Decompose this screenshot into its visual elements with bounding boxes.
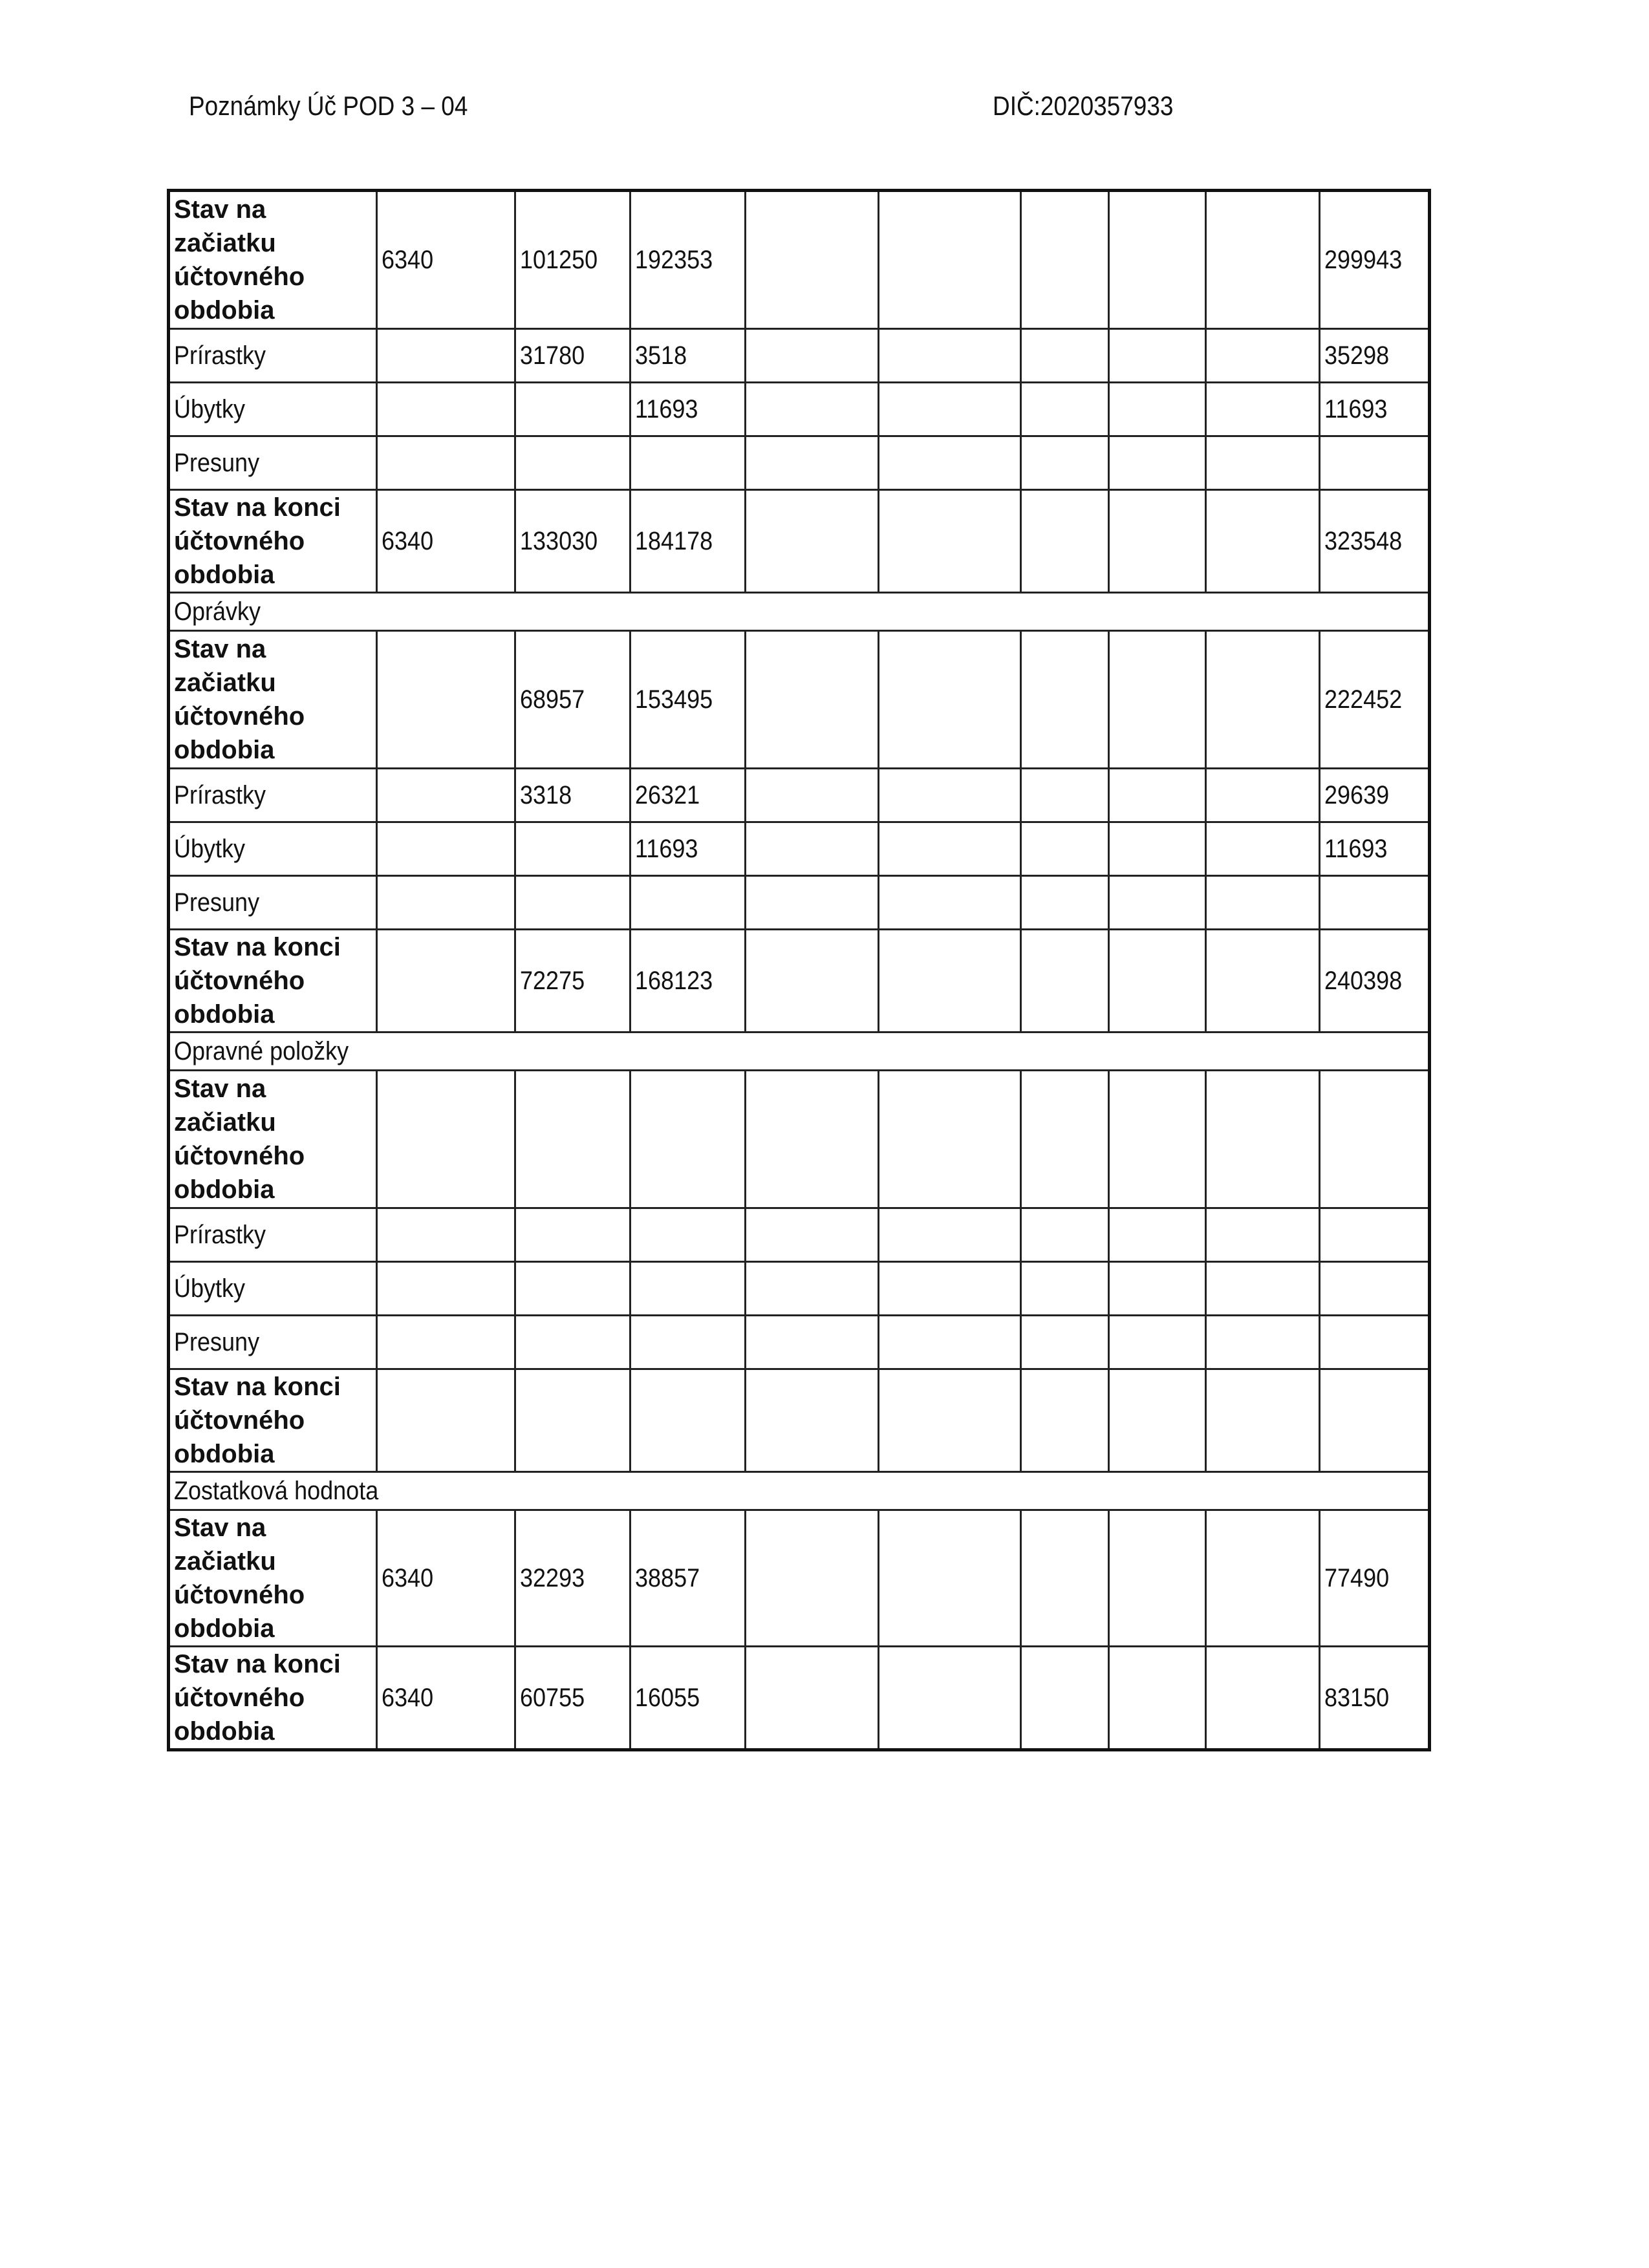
- value-cell: [1109, 876, 1206, 930]
- value-cell: [1206, 822, 1320, 876]
- value-cell: [746, 436, 879, 490]
- value-cell: [630, 822, 746, 876]
- value-cell: [1021, 490, 1109, 593]
- cell-value: 168123: [635, 967, 713, 995]
- value-cell: [879, 1208, 1021, 1262]
- cell-value: 323548: [1324, 527, 1403, 555]
- value-cell: [515, 490, 630, 593]
- value-cell: [746, 1369, 879, 1472]
- cell-value: 3518: [635, 341, 687, 370]
- value-cell: [515, 1510, 630, 1647]
- value-cell: [879, 383, 1021, 436]
- header-left-title: Poznámky Úč POD 3 – 04: [189, 91, 468, 121]
- cell-value: 240398: [1324, 967, 1403, 995]
- value-cell: [1021, 1316, 1109, 1369]
- table-row: [169, 1510, 1430, 1647]
- value-cell: [630, 1262, 746, 1316]
- row-label-text: Presuny: [174, 449, 260, 477]
- section-header-row: [169, 1472, 1430, 1510]
- value-cell: [515, 631, 630, 769]
- value-cell: [1021, 436, 1109, 490]
- cell-value: 16055: [635, 1684, 700, 1712]
- row-label: [169, 1369, 377, 1472]
- value-cell: [1206, 876, 1320, 930]
- value-cell: [377, 1316, 515, 1369]
- value-cell: [1109, 1369, 1206, 1472]
- value-cell: [746, 1262, 879, 1316]
- section-title-text: Opravné položky: [174, 1037, 349, 1065]
- value-cell: [879, 490, 1021, 593]
- value-cell: [1206, 191, 1320, 329]
- value-cell: [1109, 1316, 1206, 1369]
- value-cell: [630, 1208, 746, 1262]
- total-cell: [1320, 1262, 1430, 1316]
- value-cell: [1206, 383, 1320, 436]
- value-cell: [630, 769, 746, 822]
- row-label-text: Prírastky: [174, 341, 266, 370]
- row-label: [169, 1208, 377, 1262]
- row-label-text: Stav na konci účtovného obdobia: [174, 1650, 341, 1746]
- value-cell: [515, 930, 630, 1032]
- value-cell: [515, 769, 630, 822]
- value-cell: [746, 1071, 879, 1208]
- value-cell: [377, 876, 515, 930]
- value-cell: [1206, 631, 1320, 769]
- cell-value: 83150: [1324, 1684, 1390, 1712]
- value-cell: [377, 1208, 515, 1262]
- cell-value: 26321: [635, 781, 700, 809]
- value-cell: [879, 329, 1021, 383]
- value-cell: [377, 930, 515, 1032]
- total-cell: [1320, 1071, 1430, 1208]
- value-cell: [515, 383, 630, 436]
- value-cell: [515, 191, 630, 329]
- value-cell: [630, 1071, 746, 1208]
- value-cell: [1021, 769, 1109, 822]
- row-label: [169, 490, 377, 593]
- row-label-text: Presuny: [174, 888, 260, 917]
- value-cell: [515, 329, 630, 383]
- value-cell: [1206, 436, 1320, 490]
- value-cell: [377, 1369, 515, 1472]
- row-label: [169, 1071, 377, 1208]
- row-label-text: Prírastky: [174, 781, 266, 809]
- value-cell: [879, 1071, 1021, 1208]
- value-cell: [377, 1510, 515, 1647]
- cell-value: 38857: [635, 1564, 700, 1592]
- row-label-text: Úbytky: [174, 1274, 246, 1303]
- value-cell: [515, 436, 630, 490]
- value-cell: [1206, 1208, 1320, 1262]
- cell-value: 6340: [382, 527, 434, 555]
- total-cell: [1320, 1647, 1430, 1750]
- table-row: [169, 930, 1430, 1032]
- value-cell: [746, 822, 879, 876]
- value-cell: [1109, 1071, 1206, 1208]
- table-row: [169, 822, 1430, 876]
- table-row: [169, 1369, 1430, 1472]
- value-cell: [377, 769, 515, 822]
- value-cell: [1109, 1262, 1206, 1316]
- value-cell: [1021, 1071, 1109, 1208]
- value-cell: [879, 769, 1021, 822]
- total-cell: [1320, 490, 1430, 593]
- row-label-text: Stav na konci účtovného obdobia: [174, 1373, 341, 1468]
- value-cell: [1206, 1071, 1320, 1208]
- total-cell: [1320, 876, 1430, 930]
- value-cell: [879, 1316, 1021, 1369]
- table-row: [169, 490, 1430, 593]
- value-cell: [879, 1369, 1021, 1472]
- value-cell: [746, 1316, 879, 1369]
- row-label-text: Úbytky: [174, 395, 246, 423]
- value-cell: [746, 769, 879, 822]
- table-row: [169, 191, 1430, 329]
- table-row: [169, 769, 1430, 822]
- cell-value: 101250: [520, 246, 598, 274]
- cell-value: 29639: [1324, 781, 1390, 809]
- cell-value: 222452: [1324, 685, 1403, 714]
- value-cell: [515, 1262, 630, 1316]
- total-cell: [1320, 822, 1430, 876]
- total-cell: [1320, 383, 1430, 436]
- value-cell: [515, 876, 630, 930]
- section-title-text: Zostatková hodnota: [174, 1477, 379, 1505]
- row-label-text: Prírastky: [174, 1221, 266, 1249]
- section-title: [169, 1032, 1430, 1071]
- value-cell: [377, 329, 515, 383]
- total-cell: [1320, 631, 1430, 769]
- value-cell: [1021, 1510, 1109, 1647]
- section-title-text: Oprávky: [174, 597, 261, 626]
- value-cell: [746, 1647, 879, 1750]
- cell-value: 72275: [520, 967, 585, 995]
- value-cell: [1109, 930, 1206, 1032]
- value-cell: [746, 1208, 879, 1262]
- table-row: [169, 1262, 1430, 1316]
- value-cell: [1206, 930, 1320, 1032]
- section-header-row: [169, 593, 1430, 631]
- value-cell: [1021, 876, 1109, 930]
- value-cell: [746, 329, 879, 383]
- total-cell: [1320, 1369, 1430, 1472]
- row-label: [169, 383, 377, 436]
- value-cell: [1021, 930, 1109, 1032]
- value-cell: [1206, 1510, 1320, 1647]
- cell-value: 35298: [1324, 341, 1390, 370]
- value-cell: [1109, 1208, 1206, 1262]
- total-cell: [1320, 436, 1430, 490]
- value-cell: [630, 631, 746, 769]
- value-cell: [746, 191, 879, 329]
- value-cell: [746, 631, 879, 769]
- row-label-text: Stav na začiatku účtovného obdobia: [174, 195, 305, 325]
- cell-value: 184178: [635, 527, 713, 555]
- total-cell: [1320, 1316, 1430, 1369]
- value-cell: [1206, 1647, 1320, 1750]
- value-cell: [879, 436, 1021, 490]
- value-cell: [1109, 769, 1206, 822]
- value-cell: [630, 876, 746, 930]
- cell-value: 77490: [1324, 1564, 1390, 1592]
- value-cell: [1109, 436, 1206, 490]
- value-cell: [1021, 1208, 1109, 1262]
- total-cell: [1320, 329, 1430, 383]
- value-cell: [1021, 329, 1109, 383]
- value-cell: [746, 876, 879, 930]
- value-cell: [515, 1369, 630, 1472]
- table-row: [169, 436, 1430, 490]
- row-label-text: Úbytky: [174, 835, 246, 863]
- value-cell: [1109, 1510, 1206, 1647]
- value-cell: [630, 490, 746, 593]
- value-cell: [377, 631, 515, 769]
- table-row: [169, 329, 1430, 383]
- row-label: [169, 191, 377, 329]
- cell-value: 133030: [520, 527, 598, 555]
- value-cell: [879, 876, 1021, 930]
- value-cell: [377, 490, 515, 593]
- value-cell: [746, 1510, 879, 1647]
- cell-value: 3318: [520, 781, 572, 809]
- cell-value: 68957: [520, 685, 585, 714]
- value-cell: [630, 1510, 746, 1647]
- value-cell: [746, 383, 879, 436]
- cell-value: 11693: [1324, 395, 1388, 423]
- row-label: [169, 876, 377, 930]
- total-cell: [1320, 930, 1430, 1032]
- value-cell: [879, 1510, 1021, 1647]
- value-cell: [1206, 490, 1320, 593]
- value-cell: [1109, 383, 1206, 436]
- value-cell: [630, 383, 746, 436]
- value-cell: [515, 822, 630, 876]
- value-cell: [879, 631, 1021, 769]
- total-cell: [1320, 191, 1430, 329]
- total-cell: [1320, 769, 1430, 822]
- value-cell: [1206, 1262, 1320, 1316]
- value-cell: [377, 1071, 515, 1208]
- value-cell: [377, 191, 515, 329]
- row-label: [169, 1510, 377, 1647]
- value-cell: [746, 490, 879, 593]
- asset-movement-table: [167, 189, 1431, 1751]
- value-cell: [630, 329, 746, 383]
- value-cell: [1109, 631, 1206, 769]
- value-cell: [1109, 1647, 1206, 1750]
- value-cell: [1021, 191, 1109, 329]
- value-cell: [879, 822, 1021, 876]
- table-row: [169, 1647, 1430, 1750]
- value-cell: [1021, 1647, 1109, 1750]
- cell-value: 11693: [635, 395, 698, 423]
- table-row: [169, 1071, 1430, 1208]
- value-cell: [1109, 329, 1206, 383]
- cell-value: 153495: [635, 685, 713, 714]
- row-label: [169, 436, 377, 490]
- section-header-row: [169, 1032, 1430, 1071]
- value-cell: [377, 383, 515, 436]
- row-label: [169, 631, 377, 769]
- value-cell: [630, 1647, 746, 1750]
- value-cell: [630, 930, 746, 1032]
- cell-value: 6340: [382, 1564, 434, 1592]
- row-label: [169, 329, 377, 383]
- value-cell: [1021, 1262, 1109, 1316]
- header-tax-id: DIČ:2020357933: [993, 91, 1174, 121]
- value-cell: [515, 1316, 630, 1369]
- total-cell: [1320, 1208, 1430, 1262]
- row-label-text: Stav na konci účtovného obdobia: [174, 493, 341, 589]
- table-row: [169, 1208, 1430, 1262]
- value-cell: [1109, 191, 1206, 329]
- value-cell: [515, 1647, 630, 1750]
- value-cell: [630, 1369, 746, 1472]
- value-cell: [1206, 1316, 1320, 1369]
- section-title: [169, 593, 1430, 631]
- row-label: [169, 930, 377, 1032]
- value-cell: [1021, 631, 1109, 769]
- row-label-text: Stav na konci účtovného obdobia: [174, 933, 341, 1029]
- cell-value: 6340: [382, 1684, 434, 1712]
- row-label: [169, 1262, 377, 1316]
- value-cell: [1206, 329, 1320, 383]
- cell-value: 32293: [520, 1564, 585, 1592]
- cell-value: 11693: [1324, 835, 1388, 863]
- cell-value: 11693: [635, 835, 698, 863]
- value-cell: [1206, 1369, 1320, 1472]
- row-label-text: Stav na začiatku účtovného obdobia: [174, 635, 305, 764]
- row-label-text: Presuny: [174, 1328, 260, 1356]
- cell-value: 192353: [635, 246, 713, 274]
- cell-value: 60755: [520, 1684, 585, 1712]
- row-label: [169, 1316, 377, 1369]
- value-cell: [377, 822, 515, 876]
- value-cell: [1021, 1369, 1109, 1472]
- value-cell: [630, 1316, 746, 1369]
- value-cell: [377, 1647, 515, 1750]
- value-cell: [377, 436, 515, 490]
- value-cell: [879, 1262, 1021, 1316]
- value-cell: [1109, 822, 1206, 876]
- cell-value: 6340: [382, 246, 434, 274]
- value-cell: [879, 930, 1021, 1032]
- value-cell: [630, 191, 746, 329]
- value-cell: [1206, 769, 1320, 822]
- table-row: [169, 1316, 1430, 1369]
- value-cell: [879, 1647, 1021, 1750]
- row-label: [169, 769, 377, 822]
- row-label: [169, 822, 377, 876]
- cell-value: 299943: [1324, 246, 1403, 274]
- value-cell: [879, 191, 1021, 329]
- table-row: [169, 876, 1430, 930]
- table-row: [169, 631, 1430, 769]
- section-title: [169, 1472, 1430, 1510]
- value-cell: [515, 1071, 630, 1208]
- row-label: [169, 1647, 377, 1750]
- value-cell: [746, 930, 879, 1032]
- value-cell: [1021, 383, 1109, 436]
- value-cell: [630, 436, 746, 490]
- cell-value: 31780: [520, 341, 585, 370]
- total-cell: [1320, 1510, 1430, 1647]
- value-cell: [1109, 490, 1206, 593]
- row-label-text: Stav na začiatku účtovného obdobia: [174, 1075, 305, 1204]
- row-label-text: Stav na začiatku účtovného obdobia: [174, 1514, 305, 1643]
- value-cell: [515, 1208, 630, 1262]
- table-row: [169, 383, 1430, 436]
- value-cell: [377, 1262, 515, 1316]
- value-cell: [1021, 822, 1109, 876]
